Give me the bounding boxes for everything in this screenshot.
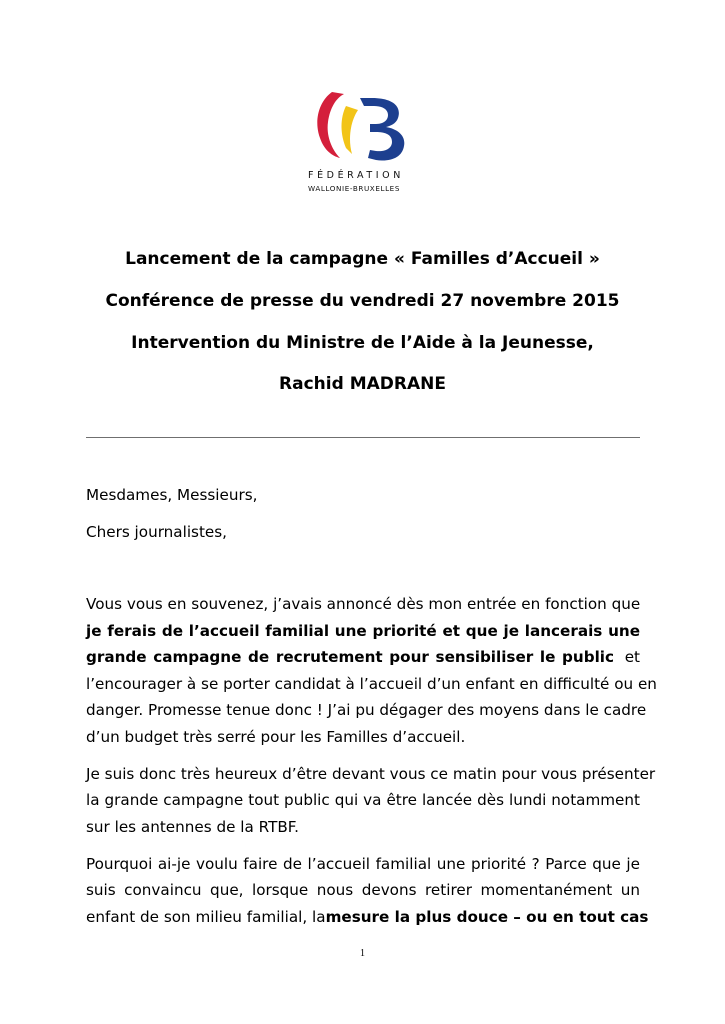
paragraph-bold-span: mesure la plus douce – ou en tout cas (325, 908, 649, 926)
logo-text-federation: FÉDÉRATION (308, 170, 404, 181)
logo-text-wallonie-bruxelles: WALLONIE-BRUXELLES (308, 184, 400, 193)
paragraph-line: sur les antennes de la RTBF. (86, 818, 299, 836)
paragraph-bold-span: grande campagne de recrutement pour sensibiliser le public (86, 648, 614, 666)
title-campaign: Lancement de la campagne « Familles d’Accueil » (125, 249, 600, 269)
paragraph-span: enfant de son milieu familial, la (86, 908, 326, 926)
title-press-conference: Conférence de presse du vendredi 27 novembre 2015 (105, 291, 620, 311)
paragraph-line: Je suis donc très heureux d’être devant vous ce matin pour vous présenter (86, 765, 656, 783)
paragraph-line (86, 647, 640, 667)
title-intervention: Intervention du Ministre de l’Aide à la Jeunesse, (131, 333, 594, 353)
paragraph-line (86, 907, 649, 927)
logo-yellow-stroke (342, 106, 359, 154)
greeting-line: Chers journalistes, (86, 523, 227, 541)
logo-red-stroke (317, 92, 344, 158)
paragraph-line: Vous vous en souvenez, j’avais annoncé dès mon entrée en fonction que (86, 595, 641, 613)
paragraph-line: Pourquoi ai-je voulu faire de l’accueil familial une priorité ? Parce que je (86, 855, 640, 873)
logo-blue-stroke (360, 98, 404, 160)
paragraph-line: d’un budget très serré pour les Familles d’accueil. (86, 728, 466, 746)
paragraph-line: suis convaincu que, lorsque nous devons retirer momentanément un (86, 881, 640, 899)
title-minister-name: Rachid MADRANE (279, 374, 446, 394)
greeting-line: Mesdames, Messieurs, (86, 486, 258, 504)
page-number: 1 (360, 948, 365, 959)
paragraph-line: danger. Promesse tenue donc ! J’ai pu dégager des moyens dans le cadre (86, 701, 647, 719)
paragraph-line: la grande campagne tout public qui va être lancée dès lundi notamment (86, 791, 640, 809)
paragraph-line-bold: je ferais de l’accueil familial une priorité et que je lancerais une (86, 622, 640, 640)
paragraph-line: l’encourager à se porter candidat à l’accueil d’un enfant en difficulté ou en (86, 675, 657, 693)
paragraph-span: et (624, 648, 640, 666)
wb-logo-icon (306, 88, 426, 168)
separator-line (86, 437, 640, 438)
federation-logo (306, 88, 426, 196)
